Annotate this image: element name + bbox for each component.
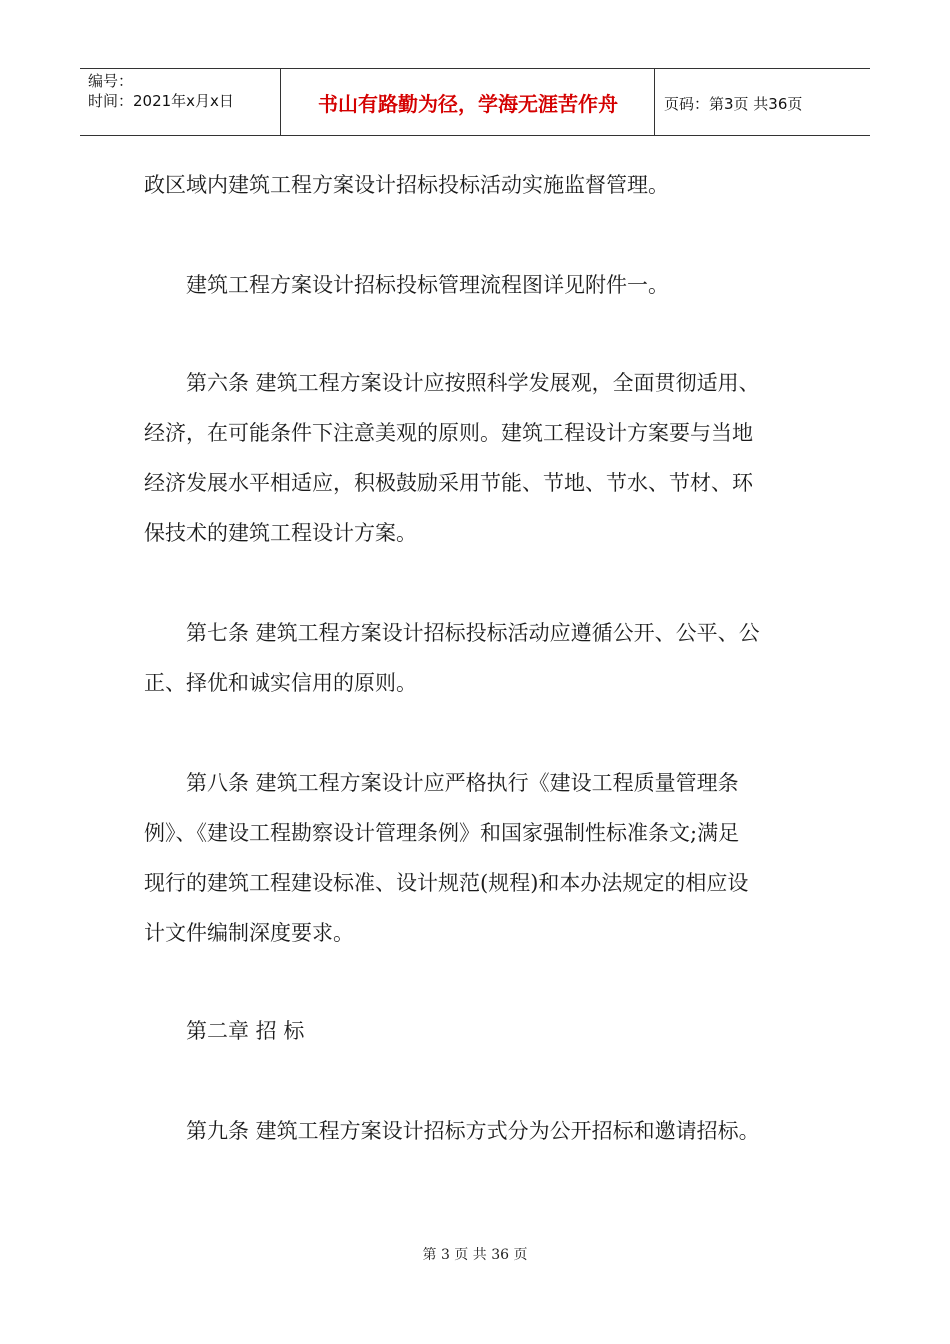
body-line: 现行的建筑工程建设标准、设计规范(规程)和本办法规定的相应设 bbox=[144, 871, 749, 895]
body-line: 第六条 建筑工程方案设计应按照科学发展观，全面贯彻适用、 bbox=[144, 371, 760, 395]
body-line: 例》、《建设工程勘察设计管理条例》和国家强制性标准条文;满足 bbox=[144, 821, 740, 845]
body-line: 计文件编制深度要求。 bbox=[144, 921, 354, 945]
header-divider-right bbox=[654, 69, 655, 135]
header-motto: 书山有路勤为径，学海无涯苦作舟 bbox=[318, 92, 618, 116]
body-line: 第七条 建筑工程方案设计招标投标活动应遵循公开、公平、公 bbox=[144, 621, 760, 645]
body-line: 政区域内建筑工程方案设计招标投标活动实施监督管理。 bbox=[144, 173, 669, 197]
page-header bbox=[80, 68, 870, 136]
document-number-label: 编号： bbox=[88, 72, 134, 90]
header-divider-left bbox=[280, 69, 281, 135]
body-line: 保技术的建筑工程设计方案。 bbox=[144, 521, 417, 545]
body-line: 正、择优和诚实信用的原则。 bbox=[144, 671, 417, 695]
header-page-info: 页码：第3页 共36页 bbox=[664, 95, 803, 113]
body-line: 经济发展水平相适应，积极鼓励采用节能、节地、节水、节材、环 bbox=[144, 471, 753, 495]
chapter-heading: 第二章 招 标 bbox=[144, 1019, 305, 1043]
body-line: 经济，在可能条件下注意美观的原则。建筑工程设计方案要与当地 bbox=[144, 421, 753, 445]
document-time-label: 时间：2021年x月x日 bbox=[88, 92, 234, 110]
body-line: 第八条 建筑工程方案设计应严格执行《建设工程质量管理条 bbox=[144, 771, 739, 795]
page-footer: 第 3 页 共 36 页 bbox=[422, 1247, 528, 1263]
header-meta bbox=[88, 71, 278, 111]
body-line: 建筑工程方案设计招标投标管理流程图详见附件一。 bbox=[144, 273, 669, 297]
body-line: 第九条 建筑工程方案设计招标方式分为公开招标和邀请招标。 bbox=[144, 1119, 760, 1143]
